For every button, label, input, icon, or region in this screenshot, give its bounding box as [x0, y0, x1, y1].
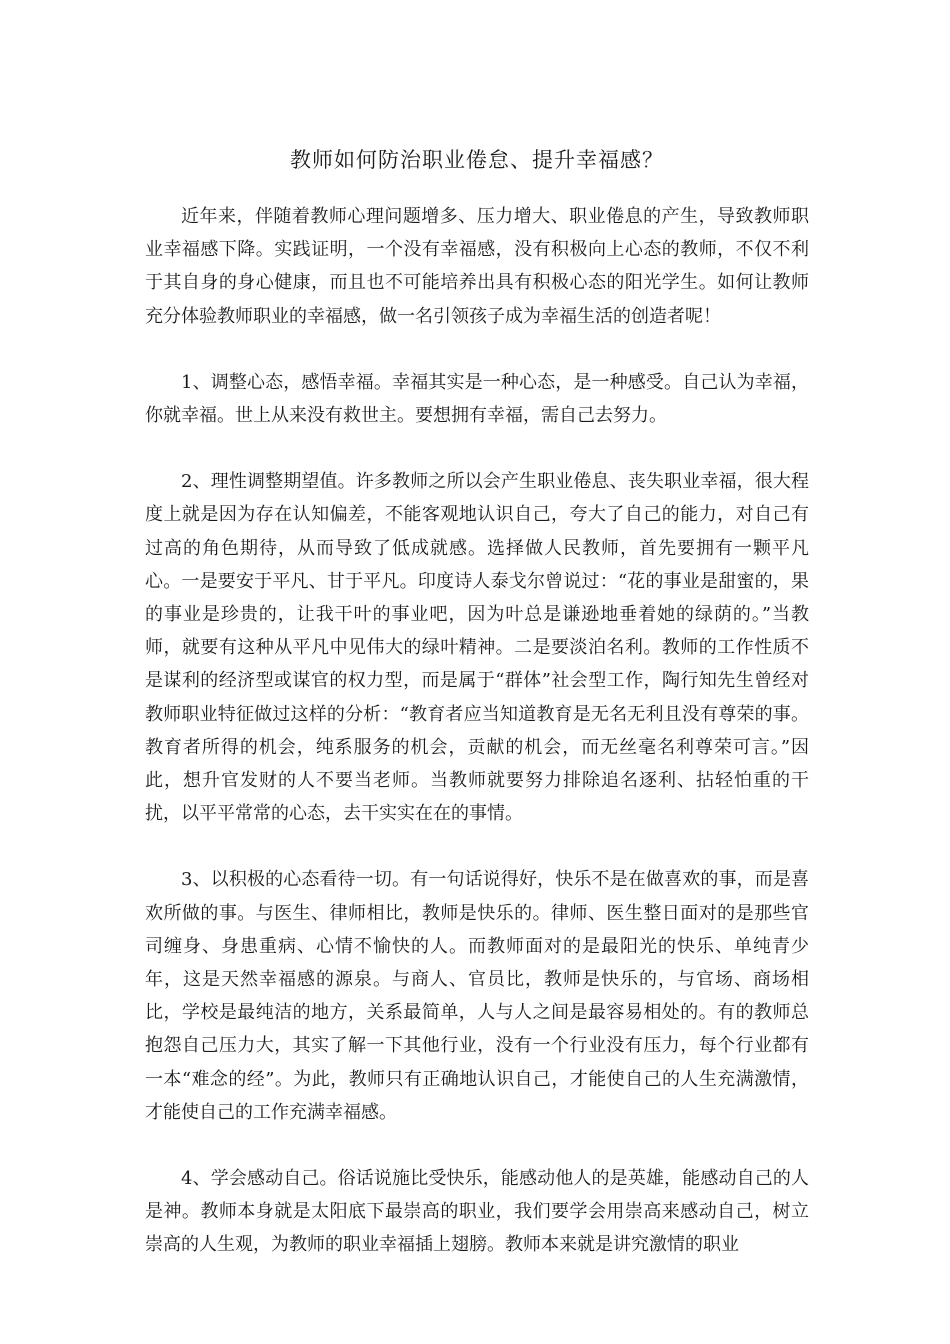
paragraph-point-2: 2、理性调整期望值。许多教师之所以会产生职业倦息、丧失职业幸福，很大程度上就是因为存在认知偏差，不能客观地认识自己，夸大了自己的能力，对自己有过高的角色期待，从而导致了低成就感。选择做人民教师，首先要拥有一颗平凡心。一是要安于平凡、甘于平凡。印度诗人泰戈尔曾说过：“花的事业是甜蜜的，果的事业是珍贵的，让我干叶的事业吧，因为叶总是谦逊地垂着她的绿荫的。”当教师，就要有这种从平凡中见伟大的绿叶精神。二是要淡泊名利。教师的工作性质不是谋利的经济型或谋官的权力型，而是属于“群体”社会型工作，陶行知先生曾经对教师职业特征做过这样的分析：“教育者应当知道教育是无名无利且没有尊荣的事。教育者所得的机会，纯系服务的机会，贡献的机会，而无丝毫名利尊荣可言。”因此，想升官发财的人不要当老师。当教师就要努力排除追名逐利、拈轻怕重的干扰，以平平常常的心态，去干实实在在的事情。	[145, 471, 809, 825]
paragraph-point-4: 4、学会感动自己。俗话说施比受快乐，能感动他人的是英雄，能感动自己的人是神。教师本身就是太阳底下最崇高的职业，我们要学会用崇高来感动自己，树立崇高的人生观，为教师的职业幸福插上翅膀。教师本来就是讲究激情的职业	[145, 1168, 809, 1256]
document-body	[145, 140, 809, 1295]
paragraph-intro: 近年来，伴随着教师心理问题增多、压力增大、职业倦息的产生，导致教师职业幸福感下降。实践证明，一个没有幸福感，没有积极向上心态的教师，不仅不利于其自身的身心健康，而且也不可能培养出具有积极心态的阳光学生。如何让教师充分体验教师职业的幸福感，做一名引领孩子成为幸福生活的创造者呢！	[145, 206, 809, 327]
document-title: 教师如何防治职业倦怠、提升幸福感？	[290, 148, 664, 172]
paragraph-point-3: 3、以积极的心态看待一切。有一句话说得好，快乐不是在做喜欢的事，而是喜欢所做的事。与医生、律师相比，教师是快乐的。律师、医生整日面对的是那些官司缠身、身患重病、心情不愉快的人。而教师面对的是最阳光的快乐、单纯青少年，这是天然幸福感的源泉。与商人、官员比，教师是快乐的，与官场、商场相比，学校是最纯洁的地方，关系最简单，人与人之间是最容易相处的。有的教师总抱怨自己压力大，其实了解一下其他行业，没有一个行业没有压力，每个行业都有一本“难念的经”。为此，教师只有正确地认识自己，才能使自己的人生充满激情，才能使自己的工作充满幸福感。	[145, 869, 809, 1123]
paragraph-point-1: 1、调整心态，感悟幸福。幸福其实是一种心态，是一种感受。自己认为幸福，你就幸福。世上从来没有救世主。要想拥有幸福，需自己去努力。	[145, 371, 809, 427]
